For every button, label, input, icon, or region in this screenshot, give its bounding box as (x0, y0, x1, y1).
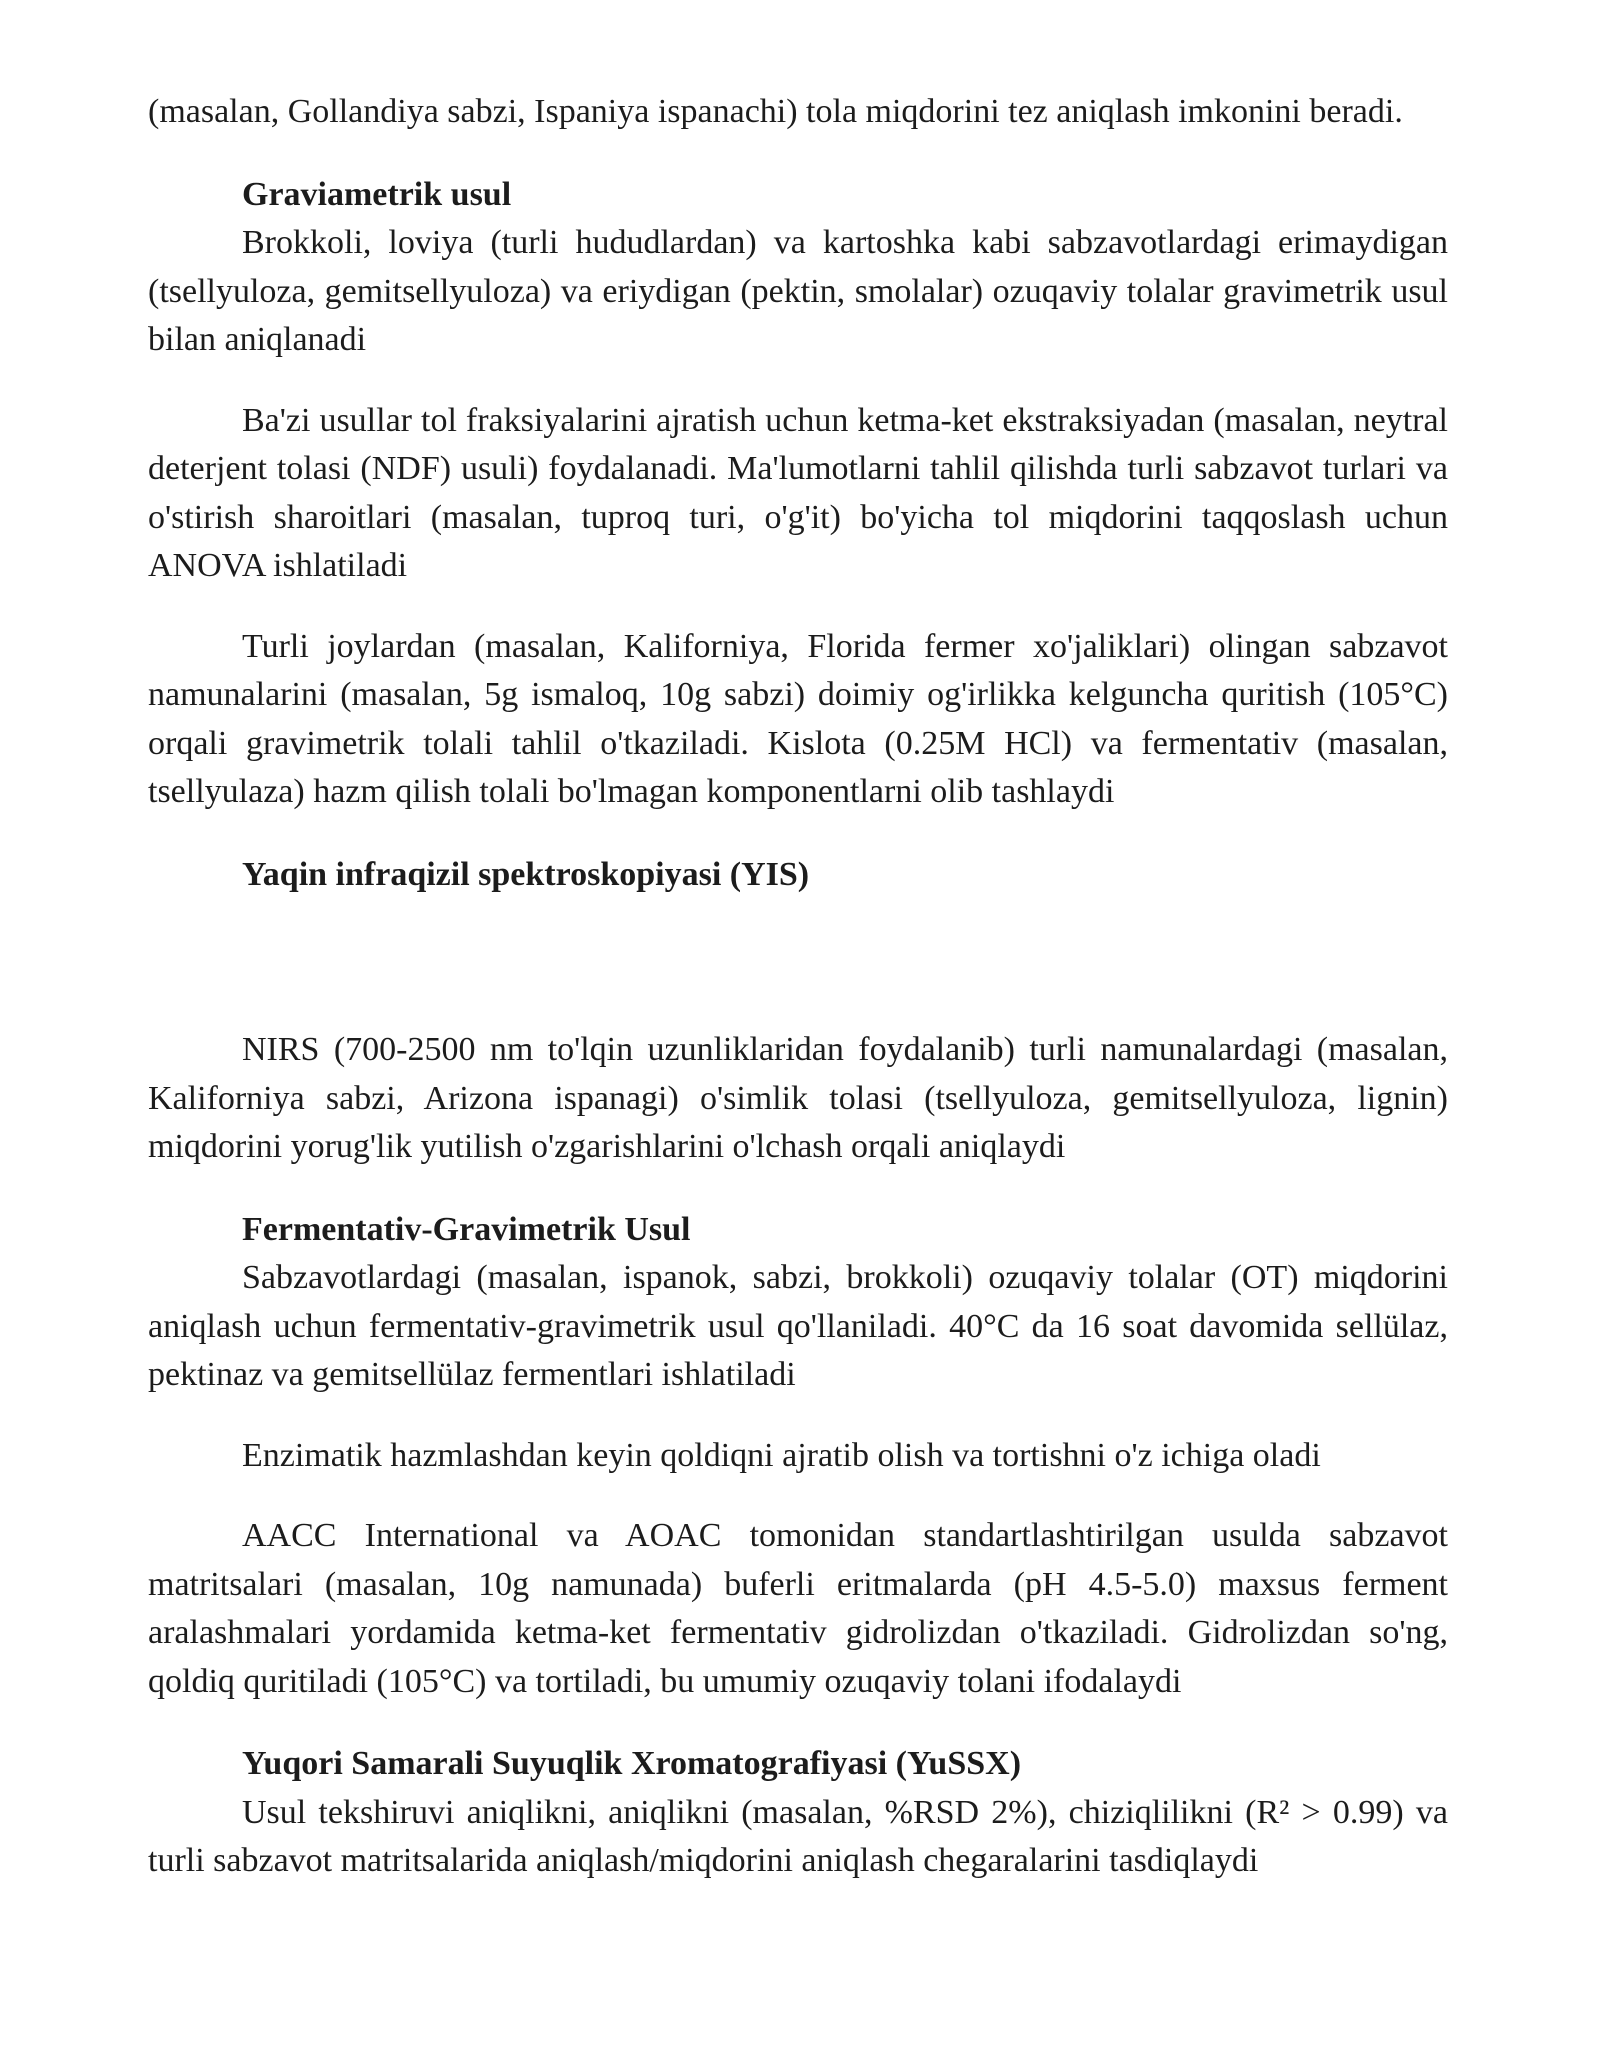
heading-gravimetric: Graviametrik usul (242, 175, 512, 213)
hplc-paragraph-1: Usul tekshiruvi aniqlikni, aniqlikni (masalan, %RSD 2%), chiziqlilikni (R² > 0.99) va turli sabzavot matritsalarida aniqlash/miqdorini aniqlash chegaralarini tasdiqlaydi (148, 1793, 1448, 1879)
enzymatic-paragraph-1: Sabzavotlardagi (masalan, ispanok, sabzi, brokkoli) ozuqaviy tolalar (OT) miqdorini aniqlash uchun fermentativ-gravimetrik usul qo'llaniladi. 40°C da 16 soat davomida sellülaz, pektinaz va gemitsellülaz fermentlari ishlatiladi (148, 1259, 1448, 1393)
heading-enzymatic: Fermentativ-Gravimetrik Usul (242, 1210, 691, 1248)
heading-hplc: Yuqori Samarali Suyuqlik Xromatografiyasi (YuSSX) (242, 1745, 1022, 1782)
heading-nir: Yaqin infraqizil spektroskopiyasi (YIS) (242, 855, 810, 893)
nir-paragraph-1: NIRS (700-2500 nm to'lqin uzunliklaridan foydalanib) turli namunalardagi (masalan, Kaliforniya sabzi, Arizona ispanagi) o'simlik tolasi (tsellyuloza, gemitsellyuloza, lignin) miqdorini yorug'lik yutilish o'zgarishlarini o'lchash orqali aniqlaydi (148, 1031, 1448, 1165)
intro-paragraph: (masalan, Gollandiya sabzi, Ispaniya ispanachi) tola miqdorini tez aniqlash imkonini beradi. (148, 93, 1403, 130)
document-page (148, 88, 1448, 1886)
gravimetric-paragraph-3: Turli joylardan (masalan, Kaliforniya, Florida fermer xo'jaliklari) olingan sabzavot namunalarini (masalan, 5g ismaloq, 10g sabzi) doimiy og'irlikka kelguncha quritish (105°C) orqali gravimetrik tolali tahlil o'tkaziladi. Kislota (0.25M HCl) va fermentativ (masalan, tsellyulaza) hazm qilish tolali bo'lmagan komponentlarni olib tashlaydi (148, 627, 1448, 810)
enzymatic-paragraph-2: Enzimatik hazmlashdan keyin qoldiqni ajratib olish va tortishni o'z ichiga oladi (242, 1436, 1321, 1474)
gravimetric-paragraph-2: Ba'zi usullar tol fraksiyalarini ajratish uchun ketma-ket ekstraksiyadan (masalan, neytral deterjent tolasi (NDF) usuli) foydalanadi. Ma'lumotlarni tahlil qilishda turli sabzavot turlari va o'stirish sharoitlari (masalan, tuproq turi, o'g'it) bo'yicha tol miqdorini taqqoslash uchun ANOVA ishlatiladi (148, 401, 1448, 584)
gravimetric-paragraph-1: Brokkoli, loviya (turli hududlardan) va kartoshka kabi sabzavotlardagi erimaydigan (tsellyuloza, gemitsellyuloza) va eriydigan (pektin, smolalar) ozuqaviy tolalar gravimetrik usul bilan aniqlanadi (148, 224, 1448, 358)
enzymatic-paragraph-3: AACC International va AOAC tomonidan standartlashtirilgan usulda sabzavot matritsalari (masalan, 10g namunada) buferli eritmalarda (pH 4.5-5.0) maxsus ferment aralashmalari yordamida ketma-ket fermentativ gidrolizdan o'tkaziladi. Gidrolizdan so'ng, qoldiq quritiladi (105°C) va tortiladi, bu umumiy ozuqaviy tolani ifodalaydi (148, 1517, 1448, 1700)
